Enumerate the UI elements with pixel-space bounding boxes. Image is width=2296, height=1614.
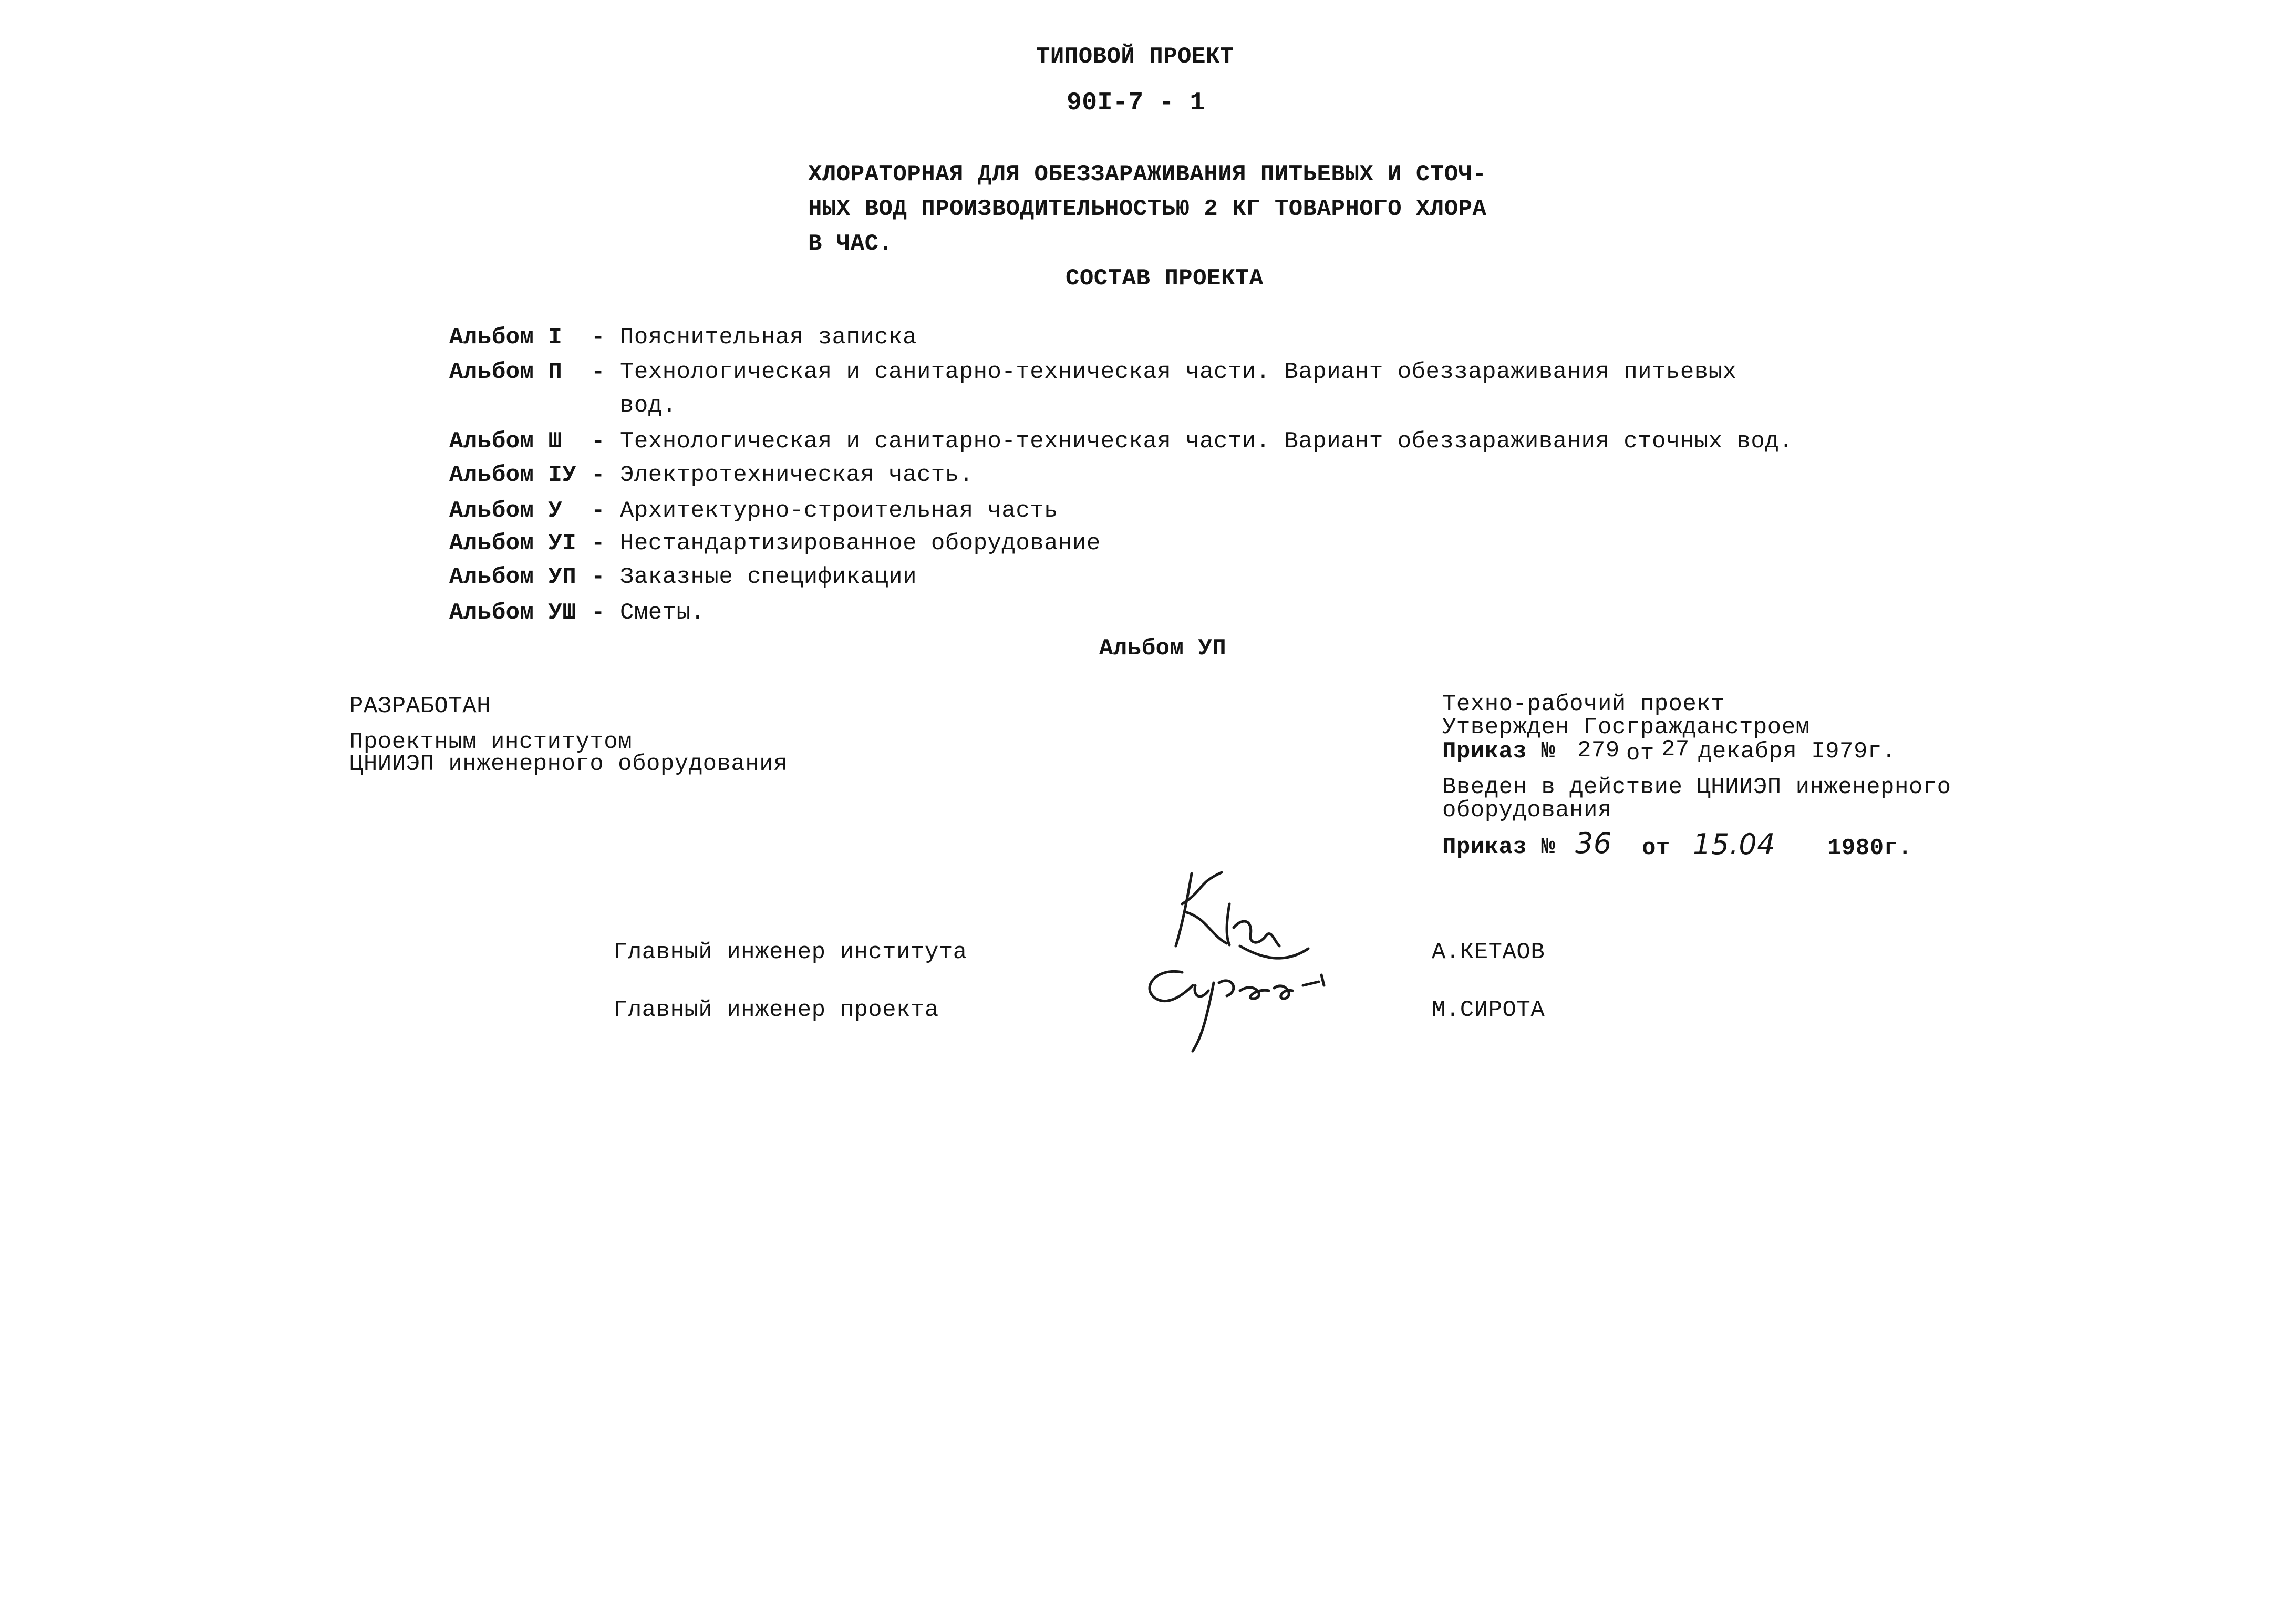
album-description-continued: вод. — [620, 393, 677, 419]
album-dash: - — [591, 564, 605, 590]
album-description: Технологическая и санитарно-техническая части. Вариант обеззараживания сточных вод. — [620, 428, 1794, 455]
order-from: от — [1642, 835, 1670, 861]
album-label: Альбом УI — [449, 530, 577, 557]
album-label: Альбом П — [449, 359, 563, 385]
approval-line-4: Введен в действие ЦНИИЭП инженерного — [1442, 774, 1951, 800]
album-dash: - — [591, 462, 605, 488]
album-description: Электротехническая часть. — [620, 462, 974, 488]
album-label: Альбом УП — [449, 564, 577, 590]
album-dash: - — [591, 324, 605, 351]
project-number: 90I-7 - 1 — [1067, 89, 1205, 117]
doc-type: ТИПОВОЙ ПРОЕКТ — [1036, 44, 1234, 70]
signatory-role: Главный инженер проекта — [614, 997, 939, 1023]
project-title-line-3: В ЧАС. — [808, 231, 893, 257]
album-dash: - — [591, 498, 605, 524]
approval-line-5: оборудования — [1442, 797, 1612, 824]
signatory-name: А.КЕТАОВ — [1432, 939, 1545, 965]
order-prefix: Приказ № — [1442, 834, 1556, 860]
developed-heading: РАЗРАБОТАН — [349, 693, 491, 719]
developed-line-2: ЦНИИЭП инженерного оборудования — [349, 751, 788, 777]
order-day: 27 — [1661, 736, 1690, 763]
album-description: Сметы. — [620, 600, 705, 626]
album-label: Альбом У — [449, 498, 563, 524]
album-description: Технологическая и санитарно-техническая части. Вариант обеззараживания питьевых — [620, 359, 1737, 385]
order-prefix: Приказ № — [1442, 738, 1556, 765]
signatory-role: Главный инженер института — [614, 939, 967, 965]
album-description: Архитектурно-строительная часть — [620, 498, 1059, 524]
album-dash: - — [591, 359, 605, 385]
album-dash: - — [591, 530, 605, 557]
album-dash: - — [591, 600, 605, 626]
order-number-handwritten: 36 — [1575, 827, 1612, 860]
album-label: Альбом I — [449, 324, 563, 351]
composition-heading: СОСТАВ ПРОЕКТА — [1066, 265, 1264, 292]
signature-chief-engineer-project — [1135, 962, 1377, 1056]
approval-line-2: Утвержден Госгражданстроем — [1442, 714, 1810, 741]
signatory-name: М.СИРОТА — [1432, 997, 1545, 1023]
order-from: от — [1626, 741, 1654, 767]
album-label: Альбом Ш — [449, 428, 563, 455]
developed-line-1: Проектным институтом — [349, 729, 633, 755]
current-album: Альбом УП — [1099, 635, 1227, 662]
album-description: Пояснительная записка — [620, 324, 917, 351]
signature-chief-engineer-institute — [1166, 867, 1335, 972]
order-year: 1980г. — [1827, 835, 1912, 861]
album-description: Нестандартизированное оборудование — [620, 530, 1101, 557]
album-label: Альбом IУ — [449, 462, 577, 488]
approval-line-1: Техно-рабочий проект — [1442, 691, 1725, 717]
album-label: Альбом УШ — [449, 600, 577, 626]
order-date-rest: декабря I979г. — [1698, 738, 1896, 765]
album-description: Заказные спецификации — [620, 564, 917, 590]
order-number: 279 — [1577, 737, 1620, 764]
order-date-handwritten: 15.04 — [1693, 828, 1776, 861]
project-title-line-1: ХЛОРАТОРНАЯ ДЛЯ ОБЕЗЗАРАЖИВАНИЯ ПИТЬЕВЫХ И СТОЧ- — [808, 161, 1487, 188]
project-title-line-2: НЫХ ВОД ПРОИЗВОДИТЕЛЬНОСТЬЮ 2 КГ ТОВАРНОГО ХЛОРА — [808, 196, 1487, 222]
album-dash: - — [591, 428, 605, 455]
